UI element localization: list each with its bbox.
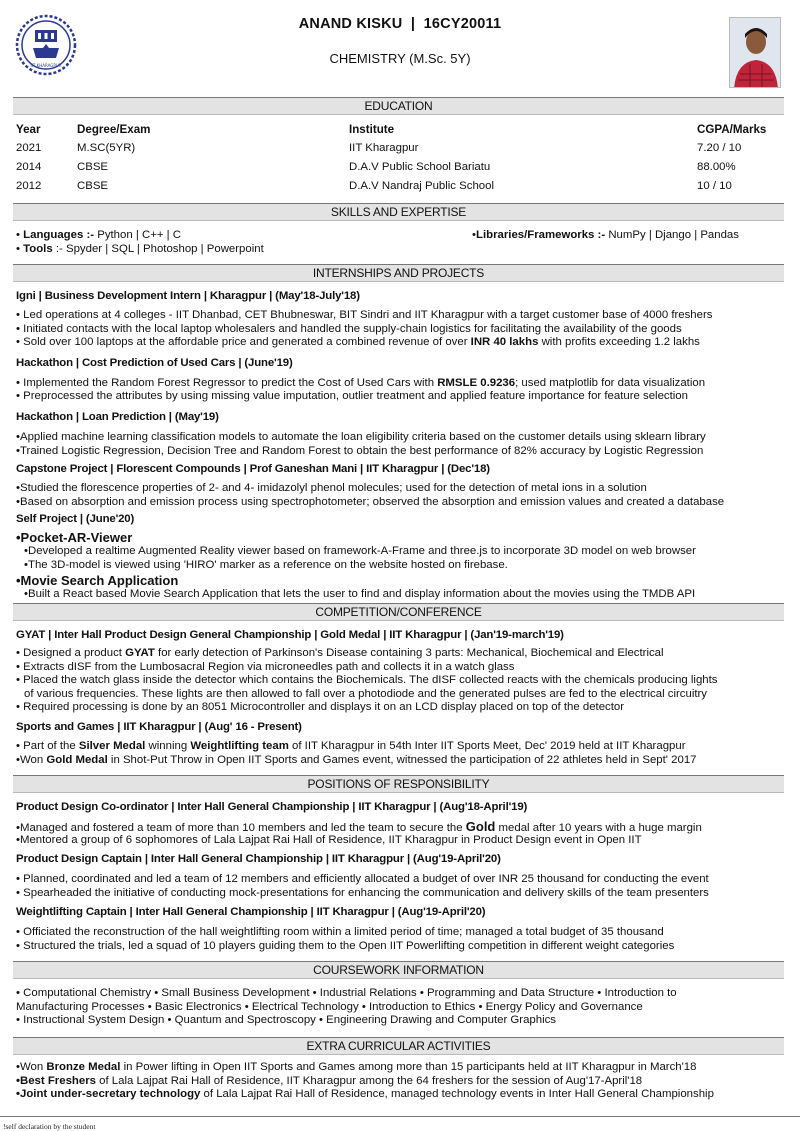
languages-label: Languages :-: [23, 229, 95, 241]
candidate-name: ANAND KISKU: [298, 16, 403, 32]
sports-bullet-1-text: • Part of the: [16, 739, 79, 752]
libraries-item: •Libraries/Frameworks :- NumPy | Django | Pandas: [472, 229, 739, 241]
sports-bullet-1-mid: winning: [145, 739, 191, 752]
sports-bullet-1: [16, 740, 786, 754]
libraries-value: NumPy | Django | Pandas: [608, 229, 739, 241]
por-block: [16, 797, 786, 954]
coordinator-bullet-1-text: •Managed and fostered a team of more than 10 members and led the team to secure the: [16, 822, 466, 834]
libraries-label: Libraries/Frameworks :-: [476, 229, 606, 241]
extra-bullet-1: [16, 1061, 786, 1075]
person-photo-icon: [730, 18, 781, 88]
igni-bullet-3: [16, 336, 786, 350]
name-separator: |: [410, 16, 416, 32]
coordinator-bullet-1: [16, 820, 786, 834]
gyat-bullet-1-text: • Designed a product: [16, 647, 126, 659]
capstone-bullet-2: •Based on absorption and emission process using spectrophotometer; observed the absorption and emission values and created a database: [16, 495, 725, 508]
loan-heading: Hackathon | Loan Prediction | (May'19): [16, 410, 219, 423]
education-table: [16, 123, 786, 199]
cars-heading: Hackathon | Cost Prediction of Used Cars | (June'19): [16, 356, 293, 369]
cell-degree: CBSE: [77, 180, 109, 192]
table-row: [16, 142, 786, 161]
cell-institute: IIT Kharagpur: [349, 142, 419, 154]
tools-label: Tools: [23, 242, 53, 255]
gyat-heading: GYAT | Inter Hall Product Design General Championship | Gold Medal | IIT Kharagpur | (Jan'19-march'19): [16, 629, 564, 641]
cars-bullet-2: • Preprocessed the attributes by using missing value imputation, outlier treatment and applied feature importance for feature selection: [16, 390, 688, 403]
weightlifting-team: Weightlifting team: [190, 739, 289, 752]
coordinator-bullet-2: •Mentored a group of 6 sophomores of Lala Lajpat Rai Hall of Residence, IIT Kharagpur in Product Design event in Open IIT: [16, 833, 642, 846]
gyat-product: GYAT: [125, 647, 155, 659]
cars-bullet-1-end: ; used matplotlib for data visualization: [515, 376, 706, 389]
roll-number: 16CY20011: [423, 16, 502, 32]
candidate-photo: [729, 17, 781, 88]
extra-bullet-2: [16, 1075, 786, 1089]
loan-bullet-2: •Trained Logistic Regression, Decision Tree and Random Forest to obtain the best performance of 82% accuracy by Logistic Regression: [16, 444, 704, 457]
pocket-ar-bullet-1: •Developed a realtime Augmented Reality viewer based on framework-A-Frame and three.js to incorporate 3D model on web browser: [24, 545, 696, 558]
captain-bullet-1: • Planned, coordinated and led a team of 12 members and efficiently allocated a budget of over INR 25 thousand for conducting the event: [16, 873, 709, 886]
igni-bullet-3-text: • Sold over 100 laptops at the affordable price and generated a combined revenue of over: [16, 336, 471, 349]
extra-curricular-section-header: EXTRA CURRICULAR ACTIVITIES: [13, 1037, 784, 1055]
captain-heading: Product Design Captain | Inter Hall General Championship | IIT Kharagpur | (Aug'19-April'20): [16, 853, 501, 866]
extra-bullet-3-end: of Lala Lajpat Rai Hall of Residence, managed technology events in Inter Hall General Championship: [200, 1088, 714, 1101]
pocket-ar-title: •Pocket-AR-Viewer: [16, 530, 133, 546]
skills-block: [16, 229, 786, 256]
department: CHEMISTRY (M.Sc. 5Y): [329, 51, 471, 66]
sports-bullet-2: [16, 754, 786, 768]
gyat-bullet-2: • Extracts dISF from the Lumbosacral Region via microneedles path and collects it in a watch glass: [16, 660, 515, 673]
movie-search-title: •Movie Search Application: [16, 572, 179, 588]
tools-value: :- Spyder | SQL | Photoshop | Powerpoint: [55, 242, 264, 255]
extra-bullet-1-end: in Power lifting in Open IIT Sports and Games among more than 15 participants held at IIT Kharagpur in March'18: [120, 1061, 697, 1073]
coursework-line-1: • Computational Chemistry • Small Business Development • Industrial Relations • Programming and Data Structure • Introduction to: [16, 987, 677, 999]
column-header-year: Year: [16, 123, 41, 136]
sports-heading: Sports and Games | IIT Kharagpur | (Aug' 16 - Present): [16, 720, 302, 733]
self-project-heading: Self Project | (June'20): [16, 513, 135, 526]
igni-bullet-3-end: with profits exceeding 1.2 lakhs: [538, 336, 700, 349]
bronze-medal: Bronze Medal: [46, 1061, 121, 1073]
gyat-bullet-4: • Required processing is done by an 8051 Microcontroller and displays it on an LCD display placed on top of the detector: [16, 701, 625, 714]
skills-section-header: SKILLS AND EXPERTISE: [13, 203, 784, 221]
skills-line-2: • Tools :- Spyder | SQL | Photoshop | Powerpoint: [16, 242, 264, 255]
gold-word: Gold: [465, 819, 496, 834]
coursework-section-header: COURSEWORK INFORMATION: [13, 961, 784, 979]
coursework-line-3: • Instructional System Design • Quantum and Spectroscopy • Engineering Drawing and Computer Graphics: [16, 1014, 556, 1027]
igni-revenue: INR 40 lakhs: [470, 336, 539, 349]
internships-section-header: INTERNSHIPS AND PROJECTS: [13, 264, 784, 282]
capstone-heading: Capstone Project | Florescent Compounds | Prof Ganeshan Mani | IIT Kharagpur | (Dec'18): [16, 463, 490, 476]
competition-section-header: COMPETITION/CONFERENCE: [13, 603, 784, 621]
coursework-block: [16, 987, 786, 1028]
column-header-institute: Institute: [349, 123, 395, 136]
coursework-line-2: Manufacturing Processes • Basic Electronics • Electrical Technology • Introduction to Ethics • Energy Policy and Governance: [16, 1000, 643, 1013]
cars-rmsle: RMSLE 0.9236: [437, 376, 516, 389]
sports-bullet-2-end: in Shot-Put Throw in Open IIT Sports and Games event, witnessed the participation of 22 athletes held in Sept' 2017: [107, 753, 697, 766]
cell-institute: D.A.V Public School Bariatu: [349, 161, 491, 173]
cars-bullet-1: [16, 377, 786, 391]
sports-bullet-2-text: •Won: [16, 753, 47, 766]
cell-degree: M.SC(5YR): [77, 142, 136, 154]
extra-bullet-1-text: •Won: [16, 1061, 47, 1073]
column-header-cgpa: CGPA/Marks: [697, 123, 767, 136]
cell-year: 2012: [16, 180, 42, 192]
cell-year: 2014: [16, 161, 42, 173]
footer-divider: [0, 1116, 800, 1117]
capstone-bullet-1: •Studied the florescence properties of 2- and 4- imidazolyl phenol molecules; used for the detection of metal ions in a solution: [16, 482, 647, 495]
cell-degree: CBSE: [77, 161, 109, 173]
extra-bullet-2-end: of Lala Lajpat Rai Hall of Residence, IIT Kharagpur among the 64 freshers for the session of Aug'17-April'18: [95, 1074, 643, 1087]
cell-year: 2021: [16, 142, 42, 154]
gyat-bullet-1: [16, 647, 786, 661]
gyat-bullet-3: • Placed the watch glass inside the detector which contains the Biochemicals. The dISF collected reacts with the chemicals producing lights: [16, 674, 718, 687]
cell-cgpa: 7.20 / 10: [697, 142, 742, 154]
footer-note: !self declaration by the student: [3, 1122, 96, 1131]
gyat-bullet-3-continued: of various frequencies. These lights are then allowed to fall over a photodiode and the generated pulses are fed to the electrical circuitry: [24, 687, 708, 700]
coordinator-bullet-1-end: medal after 10 years with a huge margin: [495, 822, 702, 834]
table-row: [16, 180, 786, 199]
cell-cgpa: 10 / 10: [697, 180, 732, 192]
weightlifting-bullet-1: • Officiated the reconstruction of the hall weightlifting room within a limited period of time; managed a total budget of 35 thousand: [16, 926, 664, 939]
gold-medal: Gold Medal: [46, 753, 108, 766]
extra-bullet-3: [16, 1088, 786, 1102]
skills-line-1: • Languages :- Python | C++ | C •Libraries/Frameworks :- NumPy | Django | Pandas: [16, 229, 739, 241]
table-row: [16, 161, 786, 180]
igni-bullet-1: • Led operations at 4 colleges - IIT Dhanbad, CET Bhubneswar, BIT Sindri and IIT Kharagpur with a target customer base of 4000 freshers: [16, 309, 713, 321]
por-section-header: POSITIONS OF RESPONSIBILITY: [13, 775, 784, 793]
education-table-header: [16, 123, 786, 142]
pocket-ar-bullet-2: •The 3D-model is viewed using 'HIRO' marker as a reference on the website hosted on firebase.: [24, 558, 508, 571]
coordinator-heading: Product Design Co-ordinator | Inter Hall General Championship | IIT Kharagpur | (Aug'18-April'19): [16, 801, 528, 813]
cell-institute: D.A.V Nandraj Public School: [349, 180, 494, 192]
weightlifting-bullet-2: • Structured the trials, led a squad of 10 players guiding them to the Open IIT Powerlifting competition in different weight categories: [16, 939, 675, 952]
education-section-header: EDUCATION: [13, 97, 784, 115]
best-freshers: •Best Freshers: [16, 1074, 96, 1087]
languages-value: Python | C++ | C: [97, 229, 182, 241]
competition-block: [16, 625, 786, 767]
cars-bullet-1-text: • Implemented the Random Forest Regressor to predict the Cost of Used Cars with: [16, 376, 438, 389]
candidate-name-line: [0, 18, 800, 32]
column-header-degree: Degree/Exam: [77, 123, 151, 136]
silver-medal: Silver Medal: [78, 739, 146, 752]
weightlifting-heading: Weightlifting Captain | Inter Hall General Championship | IIT Kharagpur | (Aug'19-April'20): [16, 906, 486, 919]
cell-cgpa: 88.00%: [697, 161, 736, 173]
extra-curricular-block: [16, 1061, 786, 1102]
sports-bullet-1-end: of IIT Kharagpur in 54th Inter IIT Sports Meet, Dec' 2019 held at IIT Kharagpur: [288, 739, 686, 752]
internships-block: [16, 286, 786, 601]
captain-bullet-2: • Spearheaded the initiative of conducting mock-presentations for enhancing the communication and delivery skills of the team presenters: [16, 886, 709, 899]
igni-heading: Igni | Business Development Intern | Kharagpur | (May'18-July'18): [16, 290, 360, 302]
loan-bullet-1: •Applied machine learning classification models to automate the loan eligibility criteria based on the customer details using sklearn library: [16, 430, 706, 443]
igni-bullet-2: • Initiated contacts with the local laptop wholesalers and handled the supply-chain logistics for facilitating the availability of the goods: [16, 322, 682, 335]
movie-search-bullet-1: •Built a React based Movie Search Application that lets the user to find and display information about the movies using the TMDB API: [24, 587, 696, 600]
joint-under-secretary: •Joint under-secretary technology: [16, 1088, 201, 1101]
svg-text:IIT KHARAGPUR: IIT KHARAGPUR: [30, 63, 62, 68]
gyat-bullet-1-end: for early detection of Parkinson's Disease containing 3 parts: Mechanical, Biochemical and Electrical: [154, 647, 664, 659]
